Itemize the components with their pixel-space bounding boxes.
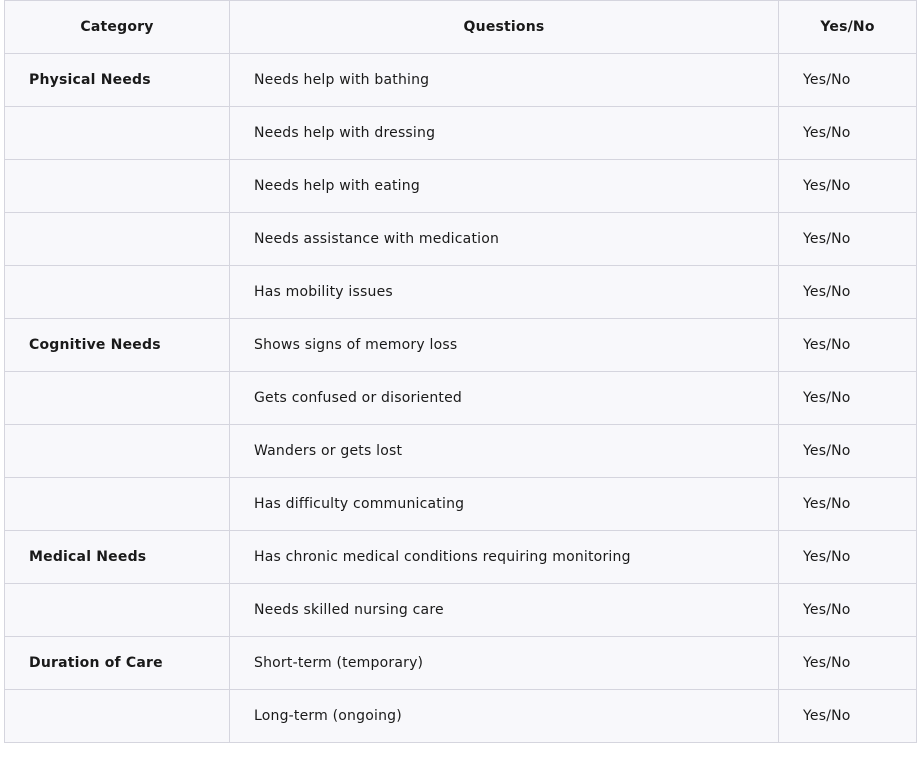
table-row [5,478,917,531]
answer-cell: Yes/No [779,531,917,584]
answer-cell: Yes/No [779,372,917,425]
table-row [5,266,917,319]
care-needs-table [4,0,917,743]
question-cell: Wanders or gets lost [230,425,779,478]
answer-cell: Yes/No [779,478,917,531]
category-cell [5,425,230,478]
category-cell [5,160,230,213]
category-cell [5,107,230,160]
answer-cell: Yes/No [779,319,917,372]
table-row [5,54,917,107]
table-header [5,1,917,54]
table-row [5,690,917,743]
answer-cell: Yes/No [779,213,917,266]
table-row [5,319,917,372]
answer-cell: Yes/No [779,690,917,743]
header-category: Category [5,1,230,54]
table-row [5,213,917,266]
question-cell: Gets confused or disoriented [230,372,779,425]
header-yes-no: Yes/No [779,1,917,54]
question-cell: Has difficulty communicating [230,478,779,531]
question-cell: Needs help with bathing [230,54,779,107]
answer-cell: Yes/No [779,425,917,478]
header-questions: Questions [230,1,779,54]
table-row [5,584,917,637]
question-cell: Needs help with eating [230,160,779,213]
category-cell [5,584,230,637]
table-row [5,425,917,478]
category-cell [5,372,230,425]
answer-cell: Yes/No [779,54,917,107]
category-cell [5,266,230,319]
category-cell [5,690,230,743]
category-cell: Duration of Care [5,637,230,690]
table-row [5,637,917,690]
answer-cell: Yes/No [779,266,917,319]
header-row [5,1,917,54]
answer-cell: Yes/No [779,637,917,690]
category-cell: Physical Needs [5,54,230,107]
category-cell: Cognitive Needs [5,319,230,372]
question-cell: Has chronic medical conditions requiring monitoring [230,531,779,584]
question-cell: Needs help with dressing [230,107,779,160]
table-row [5,107,917,160]
category-cell [5,478,230,531]
question-cell: Long-term (ongoing) [230,690,779,743]
table-row [5,372,917,425]
question-cell: Short-term (temporary) [230,637,779,690]
question-cell: Shows signs of memory loss [230,319,779,372]
question-cell: Needs skilled nursing care [230,584,779,637]
question-cell: Has mobility issues [230,266,779,319]
question-cell: Needs assistance with medication [230,213,779,266]
answer-cell: Yes/No [779,584,917,637]
category-cell: Medical Needs [5,531,230,584]
table-body [5,54,917,743]
table-row [5,160,917,213]
answer-cell: Yes/No [779,160,917,213]
table-row [5,531,917,584]
category-cell [5,213,230,266]
answer-cell: Yes/No [779,107,917,160]
